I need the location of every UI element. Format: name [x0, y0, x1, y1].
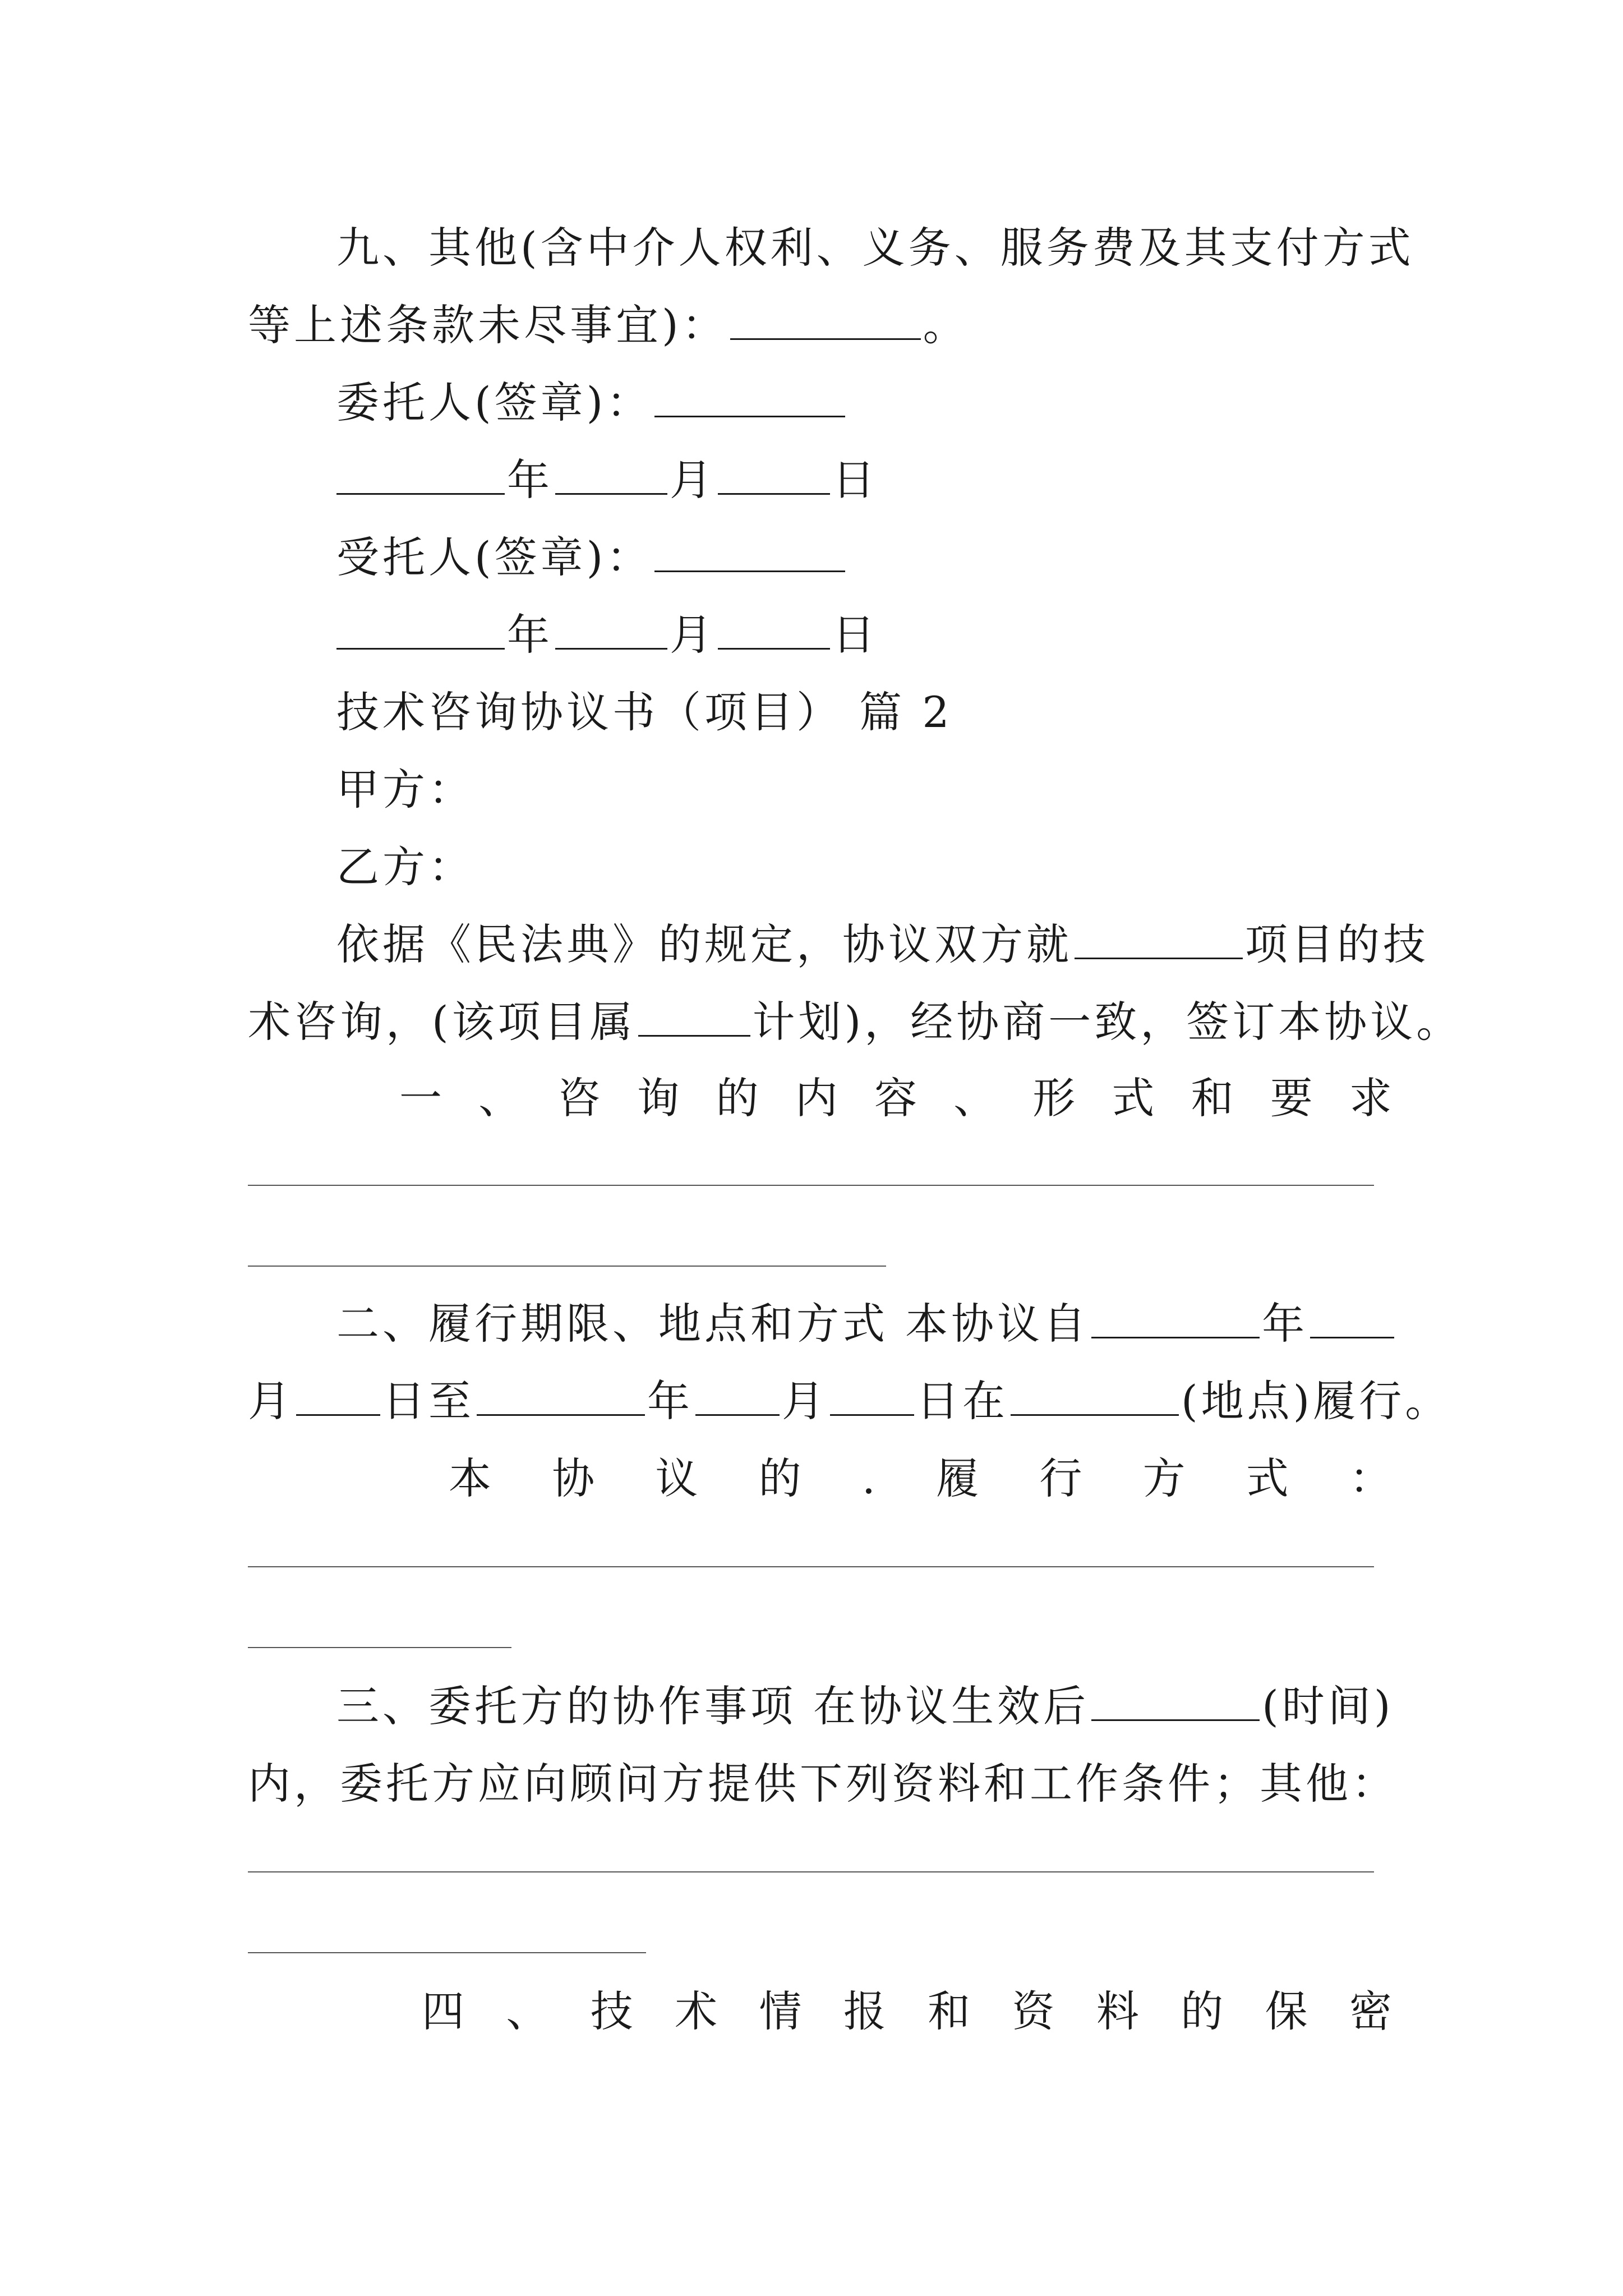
section-1-heading-char: 询 — [637, 1073, 680, 1123]
intro-text-a: 依据《民法典》的规定，协议双方就 — [336, 919, 1072, 969]
trustee-sign-line — [336, 530, 1396, 586]
client-month-blank — [555, 454, 667, 495]
section-2-place-label: (地点)履行。 — [1181, 1376, 1451, 1426]
client-sign-blank — [654, 376, 845, 417]
section-3-text-b: 内，委托方应向顾问方提供下列资料和工作条件；其他： — [248, 1759, 1398, 1809]
section-2-method-heading-char: 式 — [1246, 1453, 1289, 1503]
section-3-rule-2 — [248, 1952, 646, 1953]
section-title — [336, 684, 1396, 740]
section-2-year-blank — [1091, 1297, 1260, 1338]
section-1-rule-1 — [248, 1185, 1374, 1186]
section-2-end-day-blank — [830, 1375, 914, 1416]
section-3-line-1 — [336, 1678, 1396, 1734]
clause-9-end: 。 — [923, 300, 969, 350]
client-year-label: 年 — [507, 455, 553, 505]
section-2-place-blank — [1011, 1375, 1179, 1416]
party-a-label: 甲方： — [336, 765, 474, 815]
client-sign-line — [336, 375, 1396, 431]
section-2-method-heading-char: 本 — [449, 1453, 491, 1503]
intro-project-blank — [1075, 918, 1243, 959]
trustee-year-label: 年 — [507, 610, 553, 660]
clause-9-text-cont: 等上述条款未尽事宜)： — [248, 300, 728, 350]
intro-text-b: 项目的技 — [1245, 919, 1429, 969]
client-day-label: 日 — [832, 455, 878, 505]
party-a-line — [336, 762, 1396, 818]
section-4-heading-char: 、 — [506, 1986, 549, 2036]
section-2-month-label: 月 — [248, 1376, 294, 1426]
section-3-text-a: 三、委托方的协作事项 在协议生效后 — [336, 1681, 1090, 1731]
section-1-heading-char: 、 — [478, 1073, 522, 1123]
section-2-at-label: 日在 — [916, 1376, 1008, 1426]
intro-text-c: 术咨询，(该项目属 — [248, 997, 636, 1047]
section-1-heading-char: 容 — [874, 1073, 917, 1123]
section-2-method-heading-char: 议 — [655, 1453, 698, 1503]
intro-line-2 — [248, 994, 1463, 1050]
section-4-heading-char: 术 — [675, 1986, 718, 2036]
client-year-blank — [336, 454, 505, 495]
section-1-heading-char: 要 — [1270, 1073, 1313, 1123]
trustee-sign-blank — [654, 531, 845, 572]
section-2-method-heading-char: 方 — [1142, 1453, 1186, 1503]
trustee-month-label: 月 — [670, 610, 716, 660]
section-2-method-heading-char: ： — [1349, 1453, 1392, 1503]
clause-9-line-2 — [248, 297, 1392, 353]
section-1-heading-char: 内 — [795, 1073, 838, 1123]
section-1-heading — [399, 1070, 1392, 1126]
document-title: 技术咨询协议书（项目） 篇 2 — [336, 687, 953, 737]
clause-9-text: 九、其他(含中介人权利、义务、服务费及其支付方式 — [336, 223, 1414, 273]
section-1-heading-char: 咨 — [557, 1073, 601, 1123]
section-4-heading-char: 料 — [1096, 1986, 1139, 2036]
section-4-heading-char: 四 — [422, 1986, 464, 2036]
trustee-date-line — [336, 607, 1396, 663]
section-1-heading-char: 形 — [1032, 1073, 1076, 1123]
section-2-line-1 — [336, 1296, 1396, 1352]
section-1-heading-char: 求 — [1349, 1073, 1392, 1123]
section-1-heading-char: 的 — [716, 1073, 759, 1123]
section-2-method-heading-char: 行 — [1039, 1453, 1082, 1503]
section-4-heading-char: 的 — [1181, 1986, 1224, 2036]
section-4-heading-char: 密 — [1349, 1986, 1392, 2036]
section-4-heading-char: 和 — [928, 1986, 971, 2036]
client-sign-label: 委托人(签章)： — [336, 378, 653, 427]
section-2-line-2 — [248, 1373, 1451, 1429]
section-3-rule-1 — [248, 1871, 1374, 1872]
section-2-rule-2 — [248, 1647, 511, 1648]
section-2-day-blank — [296, 1375, 380, 1416]
client-day-blank — [718, 454, 830, 495]
section-2-method-heading-char: . — [861, 1453, 875, 1503]
intro-line-1 — [336, 917, 1429, 973]
trustee-month-blank — [555, 609, 667, 650]
intro-text-d: 计划)，经协商一致，签订本协议。 — [752, 997, 1463, 1047]
section-4-heading-char: 情 — [759, 1986, 802, 2036]
trustee-sign-label: 受托人(签章)： — [336, 532, 653, 582]
section-2-text-a: 二、履行期限、地点和方式 本协议自 — [336, 1299, 1090, 1349]
section-1-rule-2 — [248, 1266, 886, 1267]
section-4-heading-char: 保 — [1265, 1986, 1308, 2036]
clause-9-line-1 — [336, 220, 1414, 276]
party-b-line — [336, 839, 1396, 895]
section-2-method-heading-char: 协 — [552, 1453, 595, 1503]
section-1-heading-char: 一 — [399, 1073, 442, 1123]
trustee-day-label: 日 — [832, 610, 878, 660]
section-2-end-year-label: 年 — [647, 1376, 693, 1426]
section-3-time-blank — [1091, 1680, 1260, 1721]
section-4-heading-char: 报 — [843, 1986, 886, 2036]
section-2-rule-1 — [248, 1566, 1374, 1567]
section-4-heading-char: 技 — [590, 1986, 633, 2036]
section-2-month-blank — [1310, 1297, 1394, 1338]
section-2-method-heading-char: 的 — [758, 1453, 801, 1503]
section-1-heading-char: 式 — [1112, 1073, 1155, 1123]
client-month-label: 月 — [670, 455, 716, 505]
clause-9-blank — [730, 299, 921, 340]
section-1-heading-char: 、 — [953, 1073, 997, 1123]
section-2-end-month-label: 月 — [782, 1376, 828, 1426]
section-2-end-year-blank — [477, 1375, 645, 1416]
section-2-to-label: 日至 — [382, 1376, 474, 1426]
section-2-method-heading — [449, 1451, 1392, 1507]
section-2-year-label: 年 — [1262, 1299, 1308, 1349]
trustee-year-blank — [336, 609, 505, 650]
party-b-label: 乙方： — [336, 842, 474, 892]
section-4-heading — [422, 1984, 1392, 2040]
client-date-line — [336, 452, 1396, 508]
section-3-line-2 — [248, 1756, 1398, 1812]
trustee-day-blank — [718, 609, 830, 650]
section-4-heading-char: 资 — [1012, 1986, 1055, 2036]
section-1-heading-char: 和 — [1191, 1073, 1234, 1123]
intro-plan-blank — [638, 996, 750, 1037]
section-2-method-heading-char: 履 — [936, 1453, 979, 1503]
section-2-end-month-blank — [695, 1375, 780, 1416]
section-3-time-label: (时间) — [1262, 1681, 1394, 1731]
